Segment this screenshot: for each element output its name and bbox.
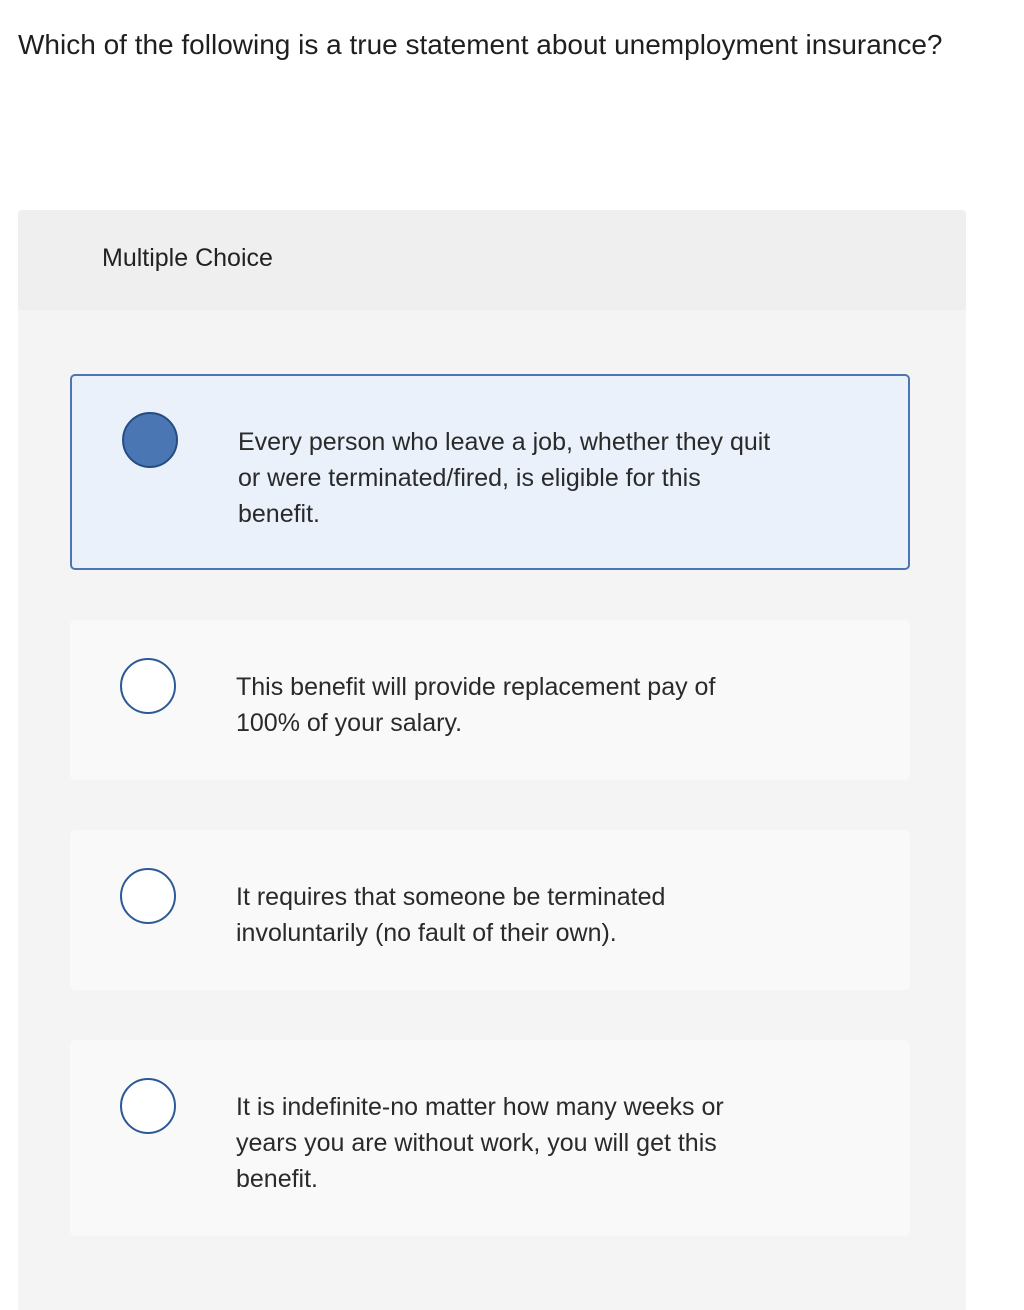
answer-option-label: Every person who leave a job, whether they quit or were terminated/fired, is eligible for this benefit. xyxy=(238,428,771,528)
radio-button-checked[interactable] xyxy=(122,412,178,468)
multiple-choice-panel xyxy=(18,210,966,1310)
panel-header-label: Multiple Choice xyxy=(102,244,273,272)
panel-header xyxy=(18,210,966,310)
answer-option-label: It is indefinite-no matter how many weeks or years you are without work, you will get this benefit. xyxy=(236,1093,724,1193)
answer-option-2[interactable] xyxy=(70,620,910,780)
answer-option-1[interactable] xyxy=(70,374,910,570)
question-text: Which of the following is a true statement about unemployment insurance? xyxy=(18,29,943,60)
answer-option-4[interactable] xyxy=(70,1040,910,1236)
answer-option-label: It requires that someone be terminated involuntarily (no fault of their own). xyxy=(236,883,666,947)
radio-button[interactable] xyxy=(120,1078,176,1134)
answer-option-3[interactable] xyxy=(70,830,910,990)
radio-button[interactable] xyxy=(120,868,176,924)
radio-button[interactable] xyxy=(120,658,176,714)
answer-option-label: This benefit will provide replacement pay of 100% of your salary. xyxy=(236,673,716,737)
